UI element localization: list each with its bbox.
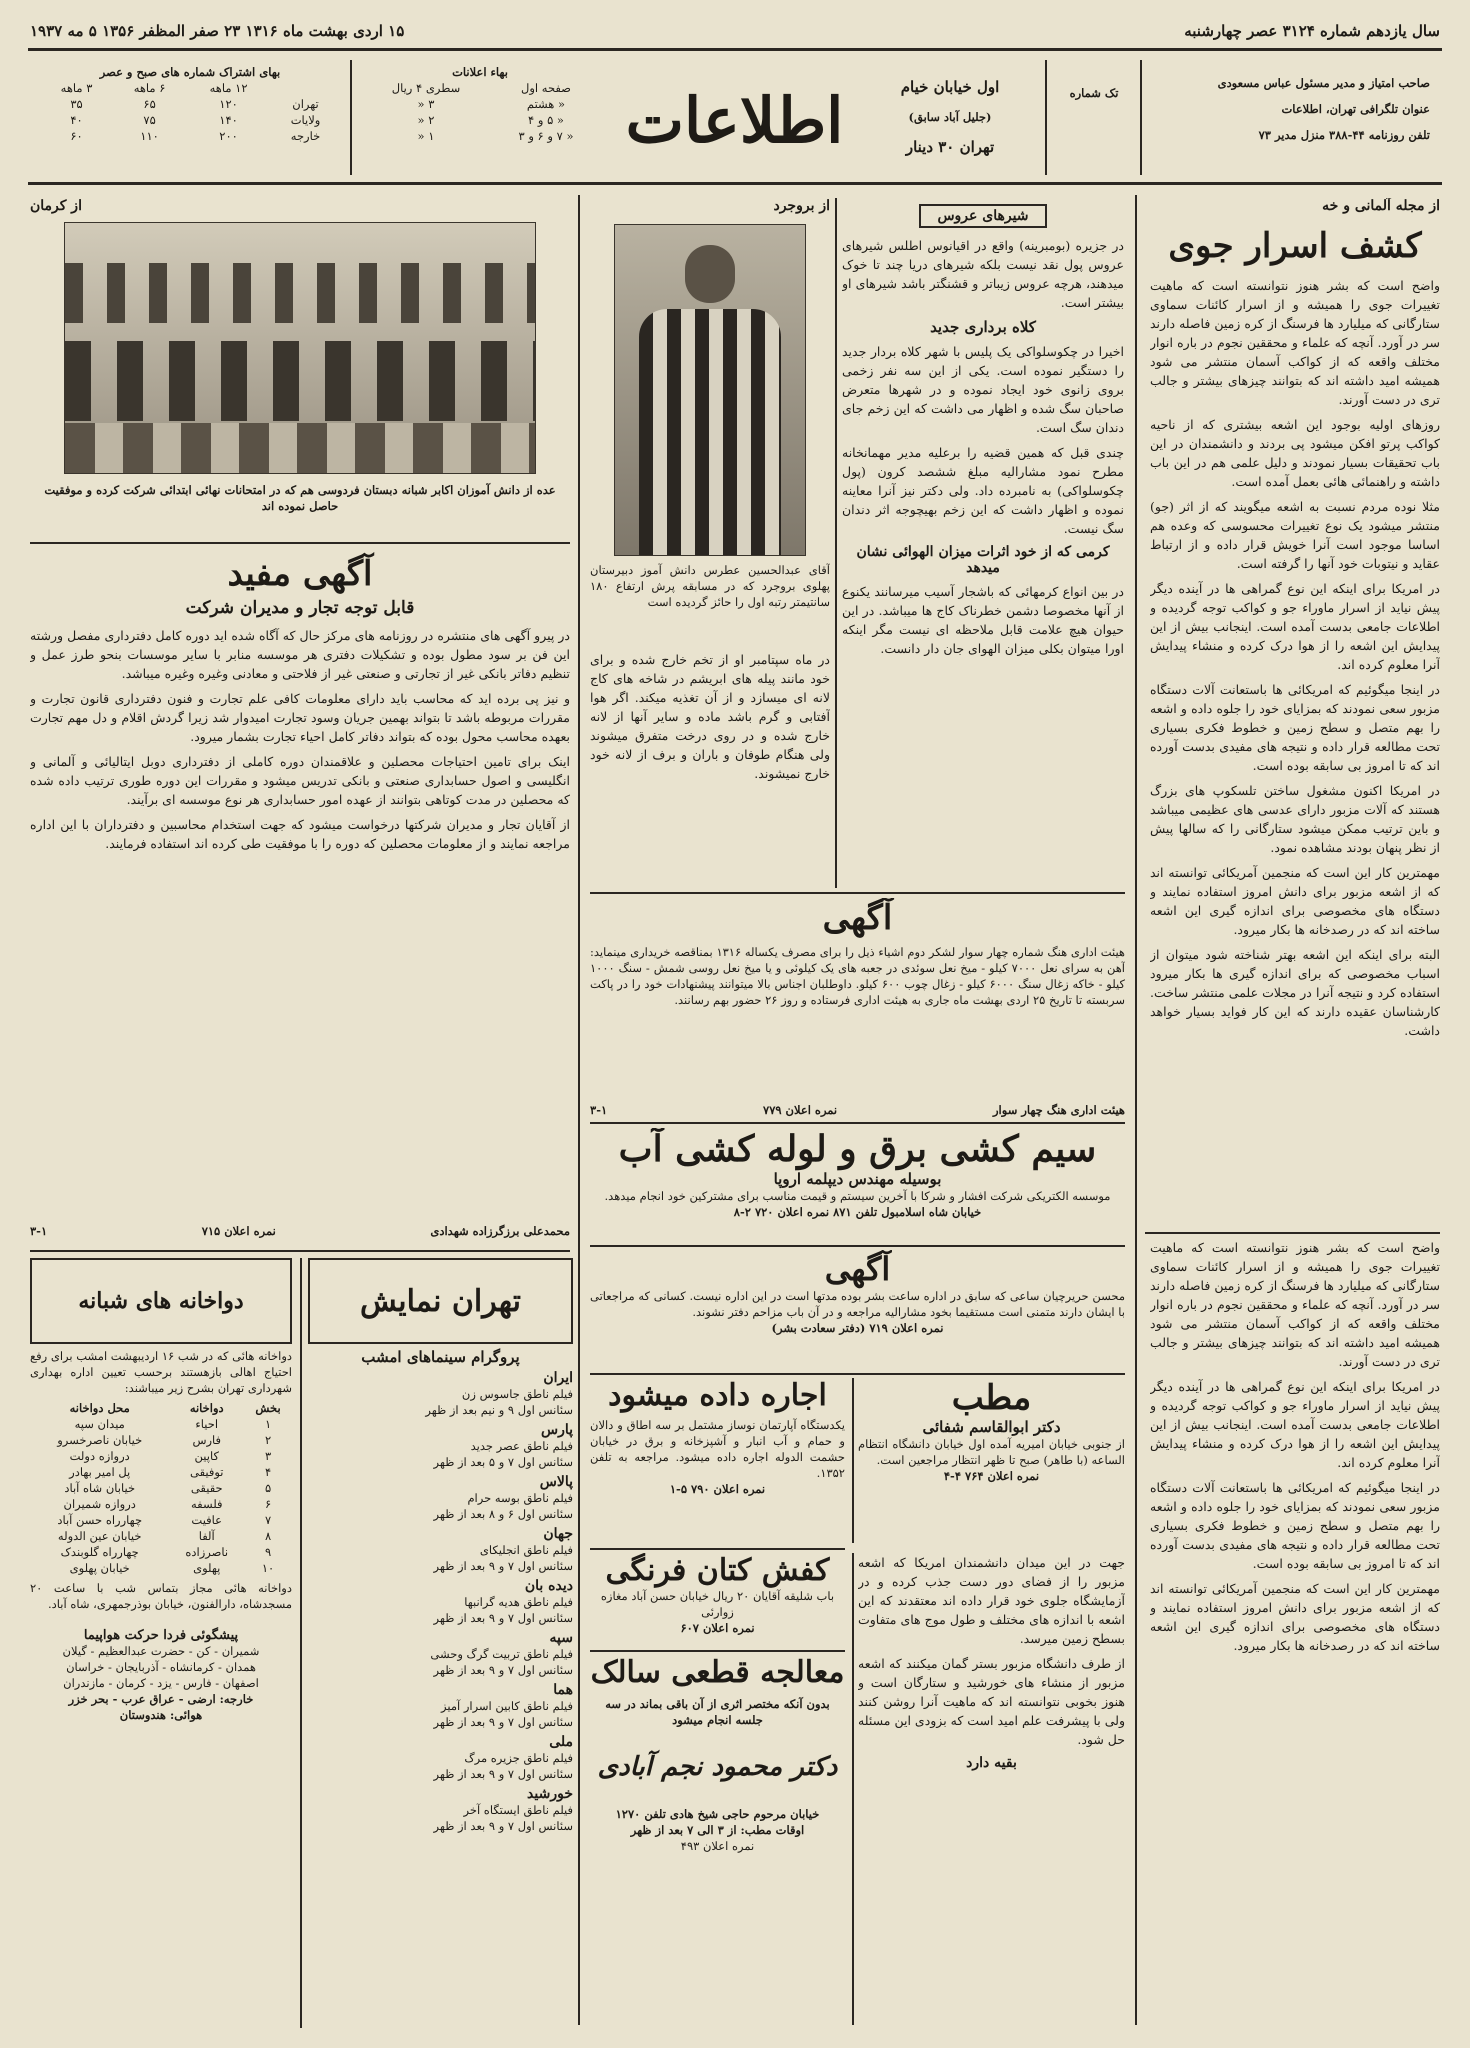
ad-number: نمره اعلان ۷۱۵ <box>201 1224 276 1238</box>
rule <box>350 60 352 175</box>
cinema-name: جهان <box>543 1526 573 1542</box>
cinema-times: سئانس اول ۷ و ۹ بعد از ظهر <box>433 1611 573 1625</box>
ad-hanak-title: آگهی <box>822 898 893 938</box>
ad-para: و نیز پی برده اید که محاسب باید دارای معلومات کافی علم تجارت و فنون دفترداری قانون تجارت و مقررات مربوطه باشد تا بتواند بهمین جریان وسود تجارت امیدوار شد زیرا گردش اقلام و دل مهم تجارت بعهده محاسب محول بوده که بتواند دفاتر کامل احیاء تجارت بشمار میرود. <box>30 691 570 744</box>
article-para: در ماه سپتامبر او از تخم خارج شده و برای خود مانند پیله های ابریشم در شاخه های کاج لانه ای میسازد و از آن تغذیه میکند. اگر هوا آفتابی و گرم باشد ماده و سایر آنها از لانه خارج شده و در روی درخت متفرق میشوند ولی هنگام طوفان و باران و برف از لانه خود خارج نمیشوند. <box>590 652 830 781</box>
table-cell: احیاء <box>195 1417 219 1431</box>
ad-rates <box>360 64 600 144</box>
cinema-program <box>308 1258 573 2028</box>
cinema-times: سئانس اول ۷ و ۹ بعد از ظهر <box>433 1715 573 1729</box>
date-line: ۱۵ اردی بهشت ماه ۱۳۱۶ ۲۳ صفر المظفر ۱۳۵۶ ۵ مه ۱۹۳۷ <box>30 22 405 40</box>
ad-matab-footer: نمره اعلان ۷۶۴ ۴-۴ <box>943 1469 1040 1483</box>
pharmacy-intro: دواخانه هائی که در شب ۱۶ اردیبهشت امشب برای رفع احتیاج اهالی بازهستند برحسب تعیین اداره بهداری شهرداری تهران بشرح زیر میباشند: <box>30 1349 292 1395</box>
table-cell: چهارراه حسن آباد <box>57 1513 143 1527</box>
rule <box>590 1650 845 1652</box>
cinema-name: خورشید <box>527 1786 573 1802</box>
weather-external: خارجه: ارضی - عراق عرب - بحر خزر <box>68 1692 254 1706</box>
title-text: اطلاعات <box>625 83 844 157</box>
kerman-photo-block <box>30 198 570 538</box>
rule <box>590 892 1125 894</box>
box-headline: شیرهای عروس <box>919 204 1047 228</box>
issue-line: سال یازدهم شماره ۳۱۲۴ عصر چهارشنبه <box>1184 22 1440 40</box>
article-col2-cont <box>858 1553 1125 2025</box>
weather-air: هوائی: هندوستان <box>119 1708 203 1722</box>
cinema-entry <box>308 1370 573 1418</box>
table-row <box>30 1496 292 1512</box>
cinema-entry <box>308 1526 573 1574</box>
table-row <box>30 1528 292 1544</box>
table-row <box>30 1416 292 1432</box>
masthead-rule <box>28 48 1442 51</box>
students-photo <box>64 222 536 474</box>
table-cell: پهلوی <box>193 1561 221 1575</box>
article-kicker: از مجله آلمانی و خه <box>1322 198 1440 214</box>
column-rule <box>1135 195 1137 2025</box>
subhead: کلاه برداری جدید <box>930 318 1036 336</box>
ad-notice2 <box>590 1250 1125 1370</box>
ad-matab-title: مطب <box>951 1378 1032 1418</box>
cinema-entry <box>308 1422 573 1470</box>
ad-salak-doctor: دکتر محمود نجم آبادی <box>597 1752 838 1782</box>
ad-shoes-footer: نمره اعلان ۶۰۷ <box>680 1621 755 1635</box>
table-cell: ۳ <box>264 1449 272 1463</box>
table-cell: ۱ <box>264 1417 272 1431</box>
article-para: در بین انواع کرمهائی که باشجار آسیب میرسانند یکنوع از آنها مخصوصا دشمن خطرناک کاج ها میباشد. در این حیوان هیچ علامت قابل ملاحظه ای نیست مگر اینکه اورا میتوان بکلی میزان الهوای جان دار دانست. <box>842 584 1124 656</box>
table-cell: ۹ <box>264 1545 272 1559</box>
table-cell: توفیقی <box>189 1465 224 1479</box>
cinema-program-title: پروگرام سینماهای امشب <box>361 1348 520 1366</box>
newspaper-title <box>612 70 857 170</box>
ad-salak-sub: بدون آنکه مختصر اثری از آن باقی بماند در سه جلسه انجام میشود <box>605 1697 830 1727</box>
ad-mofid-footer <box>30 1223 570 1239</box>
table-cell: خیابان پهلوی <box>69 1561 130 1575</box>
address-line: (جلیل آباد سابق) <box>908 110 992 124</box>
article-para: در امریکا برای اینکه این نوع گمراهی ها در آینده دیگر پیش نیاید از اسرار ماوراء جو و کواکب توجه گردیده و اطلاعات جامعی بدست آمده است. اینجانب بیش از این پیدایش این اشعه را از هوا درک کرده و منشاء پیدایش آنرا معلوم کرده اند. <box>1150 1379 1440 1470</box>
cinema-film: فیلم ناطق ایستگاه آخر <box>463 1803 573 1817</box>
ad-matab <box>858 1378 1125 1548</box>
table-row <box>30 1448 292 1464</box>
address-block <box>865 72 1035 162</box>
article-para: در جزیره (بومبرینه) واقع در اقیانوس اطلس شیرهای عروس پول نقد نیست بلکه شیرهای دریا چند تا خوک میدهند، هرچه عروس زیباتر و قشنگتر باشد شیرهای او بیشتر است. <box>842 238 1124 310</box>
table-cell: ناصرزاده <box>185 1545 229 1559</box>
ad-rates-table: صفحه اول سطری ۴ ریال « هشتم ۳ « « ۵ و ۴ ۲ « « ۷ و ۶ و ۳ ۱ « <box>391 81 574 143</box>
cinema-film: فیلم ناطق تربیت گرگ وحشی <box>430 1647 573 1661</box>
rule <box>30 1250 570 1252</box>
row-front <box>65 423 535 473</box>
rule <box>590 1245 1125 1247</box>
address-line: اول خیابان خیام <box>900 78 1000 96</box>
pharmacy-table <box>30 1400 292 1576</box>
ad-rent-footer: نمره اعلان ۷۹۰ ۵-۱ <box>669 1482 766 1496</box>
cinema-list <box>308 1370 573 1834</box>
subs-title: بهای اشتراک شماره های صبح و عصر <box>99 65 281 79</box>
table-cell: ۴ <box>264 1465 272 1479</box>
kerman-head: از کرمان <box>30 198 82 214</box>
table-cell: میدان سپه <box>74 1417 125 1431</box>
table-cell: دروازه شمیران <box>63 1497 136 1511</box>
cinema-logo-text: تهران نمایش <box>360 1283 521 1319</box>
table-header: محل دواخانه <box>69 1401 130 1415</box>
cinema-times: سئانس اول ۷ و ۵ بعد از ظهر <box>433 1455 573 1469</box>
ad-salak-hours: اوقات مطب: از ۳ الی ۷ بعد از ظهر <box>630 1823 805 1837</box>
masthead-bottom-rule <box>28 182 1442 185</box>
ad-salak-title: معالجه قطعی سالک <box>590 1655 845 1690</box>
rule <box>1145 1232 1440 1234</box>
publisher-line: عنوان تلگرافی تهران، اطلاعات <box>1281 102 1430 116</box>
table-cell: کاپین <box>194 1449 219 1463</box>
table-cell: ۲ <box>264 1433 272 1447</box>
cinema-times: سئانس اول ۷ و ۹ بعد از ظهر <box>433 1559 573 1573</box>
rule <box>590 1373 1125 1375</box>
athlete-photo <box>614 224 806 556</box>
ad-rates-title: بهاء اعلانات <box>452 65 508 79</box>
article-col1-cont <box>1150 1238 1440 2028</box>
ad-wire-footer: خیابان شاه اسلامبول تلفن ۸۷۱ نمره اعلان ۷۲۰ ۲-۸ <box>733 1205 982 1219</box>
table-row <box>30 1512 292 1528</box>
cinema-film: فیلم ناطق بوسه حرام <box>467 1491 573 1505</box>
rule <box>590 1122 1125 1124</box>
ad-number: نمره اعلان ۷۷۹ <box>763 1103 838 1117</box>
table-cell: ۷ <box>264 1513 272 1527</box>
table-cell: ۸ <box>264 1529 272 1543</box>
table-row <box>30 1544 292 1560</box>
cinema-name: پارس <box>540 1422 573 1438</box>
cinema-name: دیده بان <box>524 1578 573 1594</box>
row-back <box>65 263 535 323</box>
ad-mofid-subtitle: قابل توجه تجار و مدیران شرکت <box>185 598 415 618</box>
ad-signature: هیئت اداری هنگ چهار سوار <box>993 1103 1125 1117</box>
table-cell: فارس <box>192 1433 222 1447</box>
table-cell: دروازه دولت <box>69 1449 130 1463</box>
article-para: واضح است که بشر هنوز نتوانسته است که ماهیت تغییرات جوی را همیشه و از اسرار کائنات سماوی ستارگانی که میلیارد ها فرسنگ از کره زمین فاصله دارند سر در آورد. آنچه که علماء و محققین نجوم در باره انوار مختلف واقعه که از کواکب آسمان منتشر می شود همیشه امید داشته اند که بتوانند چیزهای بیشتر و جالب تری در دست آورند. <box>1150 1240 1440 1369</box>
pharmacy-note: دواخانه هائی مجاز بتماس شب با ساعت ۲۰ مسجدشاه، دارالفنون، خیابان بوذرجمهری، شاه آباد. <box>30 1581 292 1611</box>
article-para: از طرف دانشگاه مزبور بستر گمان میکنند که اشعه مزبور از منشاء های خورشید و ستارگان است و هنوز بخوبی نتوانسته اند که ماهیت آنرا روشن کنند ولی با پیشرفت علم امید است که بزودی این مسئله حل شود. <box>858 1656 1125 1747</box>
subhead: کرمی که از خود اثرات میزان الهوائی نشان میدهد <box>856 544 1110 576</box>
ad-shoes <box>590 1553 845 1648</box>
article-para: جهت در این میدان دانشمندان امریکا که اشعه مزبور را از فضای دور دست جذب کرده و در آزمایشگاه جلوی خود قرار داده اند معتقدند که این اشعه با اندازه های مختلف و طول موج های متفاوت بسطح زمین میرسد. <box>858 1555 1125 1646</box>
article-para: در امریکا برای اینکه این نوع گمراهی ها در آینده دیگر پیش نیاید از اسرار ماوراء جو و کواکب توجه گردیده و اطلاعات جامعی بدست آمده است. اینجانب بیش از این پیدایش این اشعه را از هوا درک کرده و منشاء پیدایش آنرا معلوم کرده اند. <box>1150 581 1440 672</box>
subs-table: ۱۲ ماهه ۶ ماهه ۳ ماهه تهران ۱۲۰ ۶۵ ۳۵ ولایات ۱۴۰ ۷۵ ۴۰ خارجه ۲۰۰ ۱۱۰ ۶۰ <box>60 81 321 143</box>
ad-shoes-title: کفش کتان فرنگی <box>605 1553 830 1588</box>
article-para: روزهای اولیه بوجود این اشعه بیشتری که از ناحیه کواکب پرتو افکن میشود پی بردند و دانشمندان در این باب تحقیقات بسیار نمودند و دلیل علمی هم در این باب داشته و راهنمائی هائی بعمل آمده است. <box>1150 417 1440 489</box>
table-row <box>30 1560 292 1576</box>
publisher-block <box>1195 70 1430 148</box>
striped-shirt <box>639 309 781 555</box>
pharmacy-logo <box>30 1258 292 1344</box>
ad-hanak-footer <box>590 1102 1125 1118</box>
weather-line: همدان - کرمانشاه - آذربایجان - خراسان <box>66 1660 256 1674</box>
article-col2 <box>842 198 1124 888</box>
ad-matab-doctor: دکتر ابوالقاسم شفائی <box>922 1418 1061 1436</box>
single-issue-label: تک شماره <box>1069 86 1119 100</box>
ad-matab-body: از جنوبی خیابان امیریه آمده اول خیابان دانشگاه انتظام الساعه (با طاهر) صبح تا ظهر انتظار مراجعین است. <box>858 1437 1125 1467</box>
ad-mofid <box>30 548 570 1243</box>
table-cell: پل امیر بهادر <box>69 1465 131 1479</box>
table-cell: خیابان عین الدوله <box>57 1529 142 1543</box>
cinema-entry <box>308 1474 573 1522</box>
ad-wire <box>590 1128 1125 1243</box>
article-para: در اینجا میگوئیم که امریکائی ها باستعانت آلات دستگاه مزبور سعی نمودند که بمزایای خود را جلوه داده و اشعه را بهم متصل و سطح زمین و خطوط فکری بسیاری تحت مطالعه قرار داده و نتیجه های مفیدی بدست آورده اند که تا امروز بی سابقه بوده است. <box>1150 682 1440 773</box>
ad-hanak <box>590 898 1125 1120</box>
ad-salak <box>590 1655 845 2025</box>
article-para: مهمترین کار این است که منجمین آمریکائی توانسته اند که از اشعه مزبور برای دانش امروز استفاده نمایند و دستگاه های مخصوصی برای اندازه گیری این اشعه ساخته اند که در رصدخانه ها بکار میرود. <box>1150 865 1440 937</box>
rule <box>852 1553 854 2025</box>
cinema-times: سئانس اول ۷ و ۹ بعد از ظهر <box>433 1663 573 1677</box>
table-cell: ۶ <box>264 1497 272 1511</box>
single-issue <box>1055 78 1133 108</box>
article-col2b <box>590 650 830 888</box>
table-row <box>30 1480 292 1496</box>
table-cell: حقیقی <box>190 1481 223 1495</box>
cinema-name: ملی <box>549 1734 573 1750</box>
cinema-film: فیلم ناطق کابین اسرار آمیز <box>441 1699 573 1713</box>
weather-block <box>30 1628 292 1723</box>
table-cell: آلفا <box>198 1529 215 1543</box>
cinema-name: هما <box>553 1682 573 1698</box>
publisher-line: تلفن روزنامه ۴۴-۳۸۸ منزل مدیر ۷۳ <box>1258 128 1430 142</box>
ad-notice2-footer: نمره اعلان ۷۱۹ (دفتر سعادت بشر) <box>771 1321 944 1335</box>
ad-wire-body: موسسه الکتریکی شرکت افشار و شرکا با آخرین سیستم و قیمت مناسب برای مشترکین خود انجام میدهد. <box>604 1189 1111 1203</box>
rule <box>590 1548 845 1550</box>
ad-rent-body: یکدستگاه آپارتمان نوساز مشتمل بر سه اطاق و دالان و حمام و آب انبار و آشپزخانه و برق در خیابان حشمت الدوله اجاره داده میشود. مراجعه به تلفن ۱۳۵۲. <box>590 1418 845 1480</box>
cinema-times: سئانس اول ۷ و ۹ بعد از ظهر <box>433 1767 573 1781</box>
article-para: البته برای اینکه این اشعه بهتر شناخته شود میتوان از اسباب مخصوصی که برای اندازه گیری ها بکار میرود استفاده کرد و نتیجه آنرا در مجلات علمی منتشر ساخت. کارشناسان عقیده دارند که این کار فواید بسیار خواهد داشت. <box>1150 947 1440 1038</box>
publisher-line: صاحب امتیاز و مدیر مسئول عباس مسعودی <box>1217 76 1430 90</box>
article-headline: کشف اسرار جوی <box>1168 226 1422 266</box>
table-cell: فلسفه <box>190 1497 223 1511</box>
table-header: دواخانه <box>189 1401 224 1415</box>
cinema-entry <box>308 1734 573 1782</box>
row-middle <box>65 341 535 421</box>
article-para: مهمترین کار این است که منجمین آمریکائی توانسته اند که از اشعه مزبور برای دانش امروز استفاده نمایند و دستگاه های مخصوصی برای اندازه گیری این اشعه ساخته اند که در رصدخانه ها بکار میرود. <box>1150 1581 1440 1653</box>
table-cell: چهارراه گلوبندک <box>60 1545 139 1559</box>
cinema-name: ایران <box>543 1370 573 1386</box>
cinema-entry <box>308 1786 573 1834</box>
cinema-entry <box>308 1682 573 1730</box>
cinema-entry <box>308 1578 573 1626</box>
night-pharmacy <box>30 1258 292 2028</box>
weather-line: شمیران - کن - حضرت عبدالعظیم - گیلان <box>62 1644 260 1658</box>
cinema-entry <box>308 1630 573 1678</box>
article-para: واضح است که بشر هنوز نتوانسته است که ماهیت تغییرات جوی را همیشه و از اسرار کائنات سماوی ستارگانی که میلیارد ها فرسنگ از کره زمین فاصله دارند سر در آورد. آنچه که علماء و محققین نجوم در باره انوار مختلف واقعه که از کواکب آسمان منتشر می شود همیشه امید داشته اند که بتوانند چیزهای بیشتر و جالب تری در دست آورند. <box>1150 278 1440 407</box>
article-para: در اینجا میگوئیم که امریکائی ها باستعانت آلات دستگاه مزبور سعی نمودند که بمزایای خود را جلوه داده و اشعه را بهم متصل و سطح زمین و خطوط فکری بسیاری تحت مطالعه قرار داده و نتیجه های مفیدی بدست آورده اند که تا امروز بی سابقه بوده است. <box>1150 1480 1440 1571</box>
rule <box>835 198 837 888</box>
article-para: اخیرا در چکوسلواکی یک پلیس با شهر کلاه بردار جدید را دستگیر نموده است. یکی از این سه نفر زخمی بروی زانوی خود ایجاد نموده و در شهرها متعرض صاحبان سگ شده و اظهار می داشت که این زخم جای دندان سگ است. <box>842 344 1124 435</box>
ad-wire-title: سیم کشی برق و لوله کشی آب <box>618 1128 1097 1170</box>
article-col1 <box>1150 198 1440 1228</box>
head-shape <box>685 245 735 303</box>
cinema-times: سئانس اول ۶ و ۸ بعد از ظهر <box>433 1507 573 1521</box>
photo-block <box>590 198 830 638</box>
rule <box>30 542 570 544</box>
cinema-film: فیلم ناطق هدیه گرانبها <box>464 1595 573 1609</box>
table-row <box>30 1432 292 1448</box>
ad-hanak-body: هیئت اداری هنگ شماره چهار سوار لشکر دوم اشیاء ذیل را برای مصرف یکساله ۱۳۱۶ بمناقصه خریداری مینماید: آهن به سرای نعل ۷۰۰۰ کیلو - میخ نعل سوئدی در جعبه های یک کیلوئی و یا میخ نعل روسی شمش - سنگ ۱۰۰۰ کیلو - خاکه زغال سنگ ۶۰۰۰ کیلو - زغال چوب ۶۰۰ کیلو. داوطلبان اجناس بالا میتوانند پیشنهادات خود را در پاکت سربسته تا تاریخ ۲۵ اردی بهشت ماه جاری به هیئت اداری فرستاده و روز ۲۶ حضور بهم رسانند. <box>590 945 1125 1007</box>
photo-head: از بروجرد <box>773 198 830 214</box>
cinema-film: فیلم ناطق جزیره مرگ <box>464 1751 573 1765</box>
cinema-times: سئانس اول ۷ و ۹ بعد از ظهر <box>433 1819 573 1833</box>
article-para: چندی قبل که همین قضیه را برعلیه مدیر مهمانخانه مطرح نمود مشارالیه مبلغ ششصد کرون (پول چکوسلواکی) به نامبرده داد. ولی دکتر نیز آنرا معاینه نموده و اظهار داشت که این زخم بهیچوجه اثر دندان سگ نیست. <box>842 445 1124 536</box>
ad-wire-sub: بوسیله مهندس دیپلمه اروپا <box>773 1170 942 1188</box>
ad-salak-address: خیابان مرحوم حاجی شیخ هادی تلفن ۱۲۷۰ <box>615 1807 820 1821</box>
kerman-caption: عده از دانش آموزان اکابر شبانه دبستان فردوسی هم که در امتحانات نهائی ابتدائی شرکت کرده و موفقیت حاصل نموده اند <box>44 483 556 513</box>
address-line: تهران ۳۰ دینار <box>905 138 995 156</box>
rule <box>852 1378 854 1543</box>
ad-rent-title: اجاره داده میشود <box>608 1378 827 1413</box>
weather-line: اصفهان - فارس - یزد - کرمان - مازندران <box>63 1676 259 1690</box>
ad-rent <box>590 1378 845 1548</box>
ad-salak-footer: نمره اعلان ۴۹۳ <box>680 1839 755 1853</box>
table-cell: ۵ <box>264 1481 272 1495</box>
table-cell: عافیت <box>191 1513 223 1527</box>
article-para: در امریکا اکنون مشغول ساختن تلسکوپ های بزرگ هستند که آلات مزبور دارای عدسی های عظیمی میباشد و باین ترتیب ممکن میشود ستارگانی را که سالها پیش از نظر پنهان بودند مشاهده نمود. <box>1150 783 1440 855</box>
table-header: بخش <box>255 1401 281 1415</box>
ad-code: ۳-۱ <box>30 1224 48 1238</box>
cinema-name: سپه <box>549 1630 573 1646</box>
table-cell: خیابان شاه آباد <box>64 1481 136 1495</box>
ad-notice2-title: آگهی <box>824 1250 891 1288</box>
cinema-film: فیلم ناطق انجلیکای <box>479 1543 573 1557</box>
weather-title: پیشگوئی فردا حرکت هواپیما <box>83 1628 239 1643</box>
signature: محمدعلی برزگرزاده شهدادی <box>430 1224 570 1238</box>
cinema-times: سئانس اول ۹ و نیم بعد از ظهر <box>425 1403 573 1417</box>
ad-notice2-body: محسن حریرچیان ساعی که سابق در اداره ساعت بشر بوده مدتها است در این اداره نیست. کسانی که مراجعاتی با ایشان دارند متمنی است مستقیما بخود مشارالیه مراجعه و در آن باب مزاحم دفتر نشوند. <box>590 1289 1125 1319</box>
article-para: مثلا نوده مردم نسبت به اشعه میگویند که از اثر (جو) منتشر میشود یک نوع تغییرات محسوسی که وعده هم اساسا موجود است آنرا خویش قرار داده و از ارتباط عقاید و نیتوبات خود آنها را گرفته است. <box>1150 499 1440 571</box>
cinema-film: فیلم ناطق جاسوس زن <box>461 1387 573 1401</box>
cinema-film: فیلم ناطق عصر جدید <box>470 1439 573 1453</box>
subscription-rates <box>40 64 340 144</box>
cinema-logo <box>308 1258 573 1344</box>
rule <box>1140 60 1142 175</box>
cinema-name: پالاس <box>539 1474 573 1490</box>
table-cell: خیابان ناصرخسرو <box>57 1433 143 1447</box>
table-cell: ۱۰ <box>261 1561 275 1575</box>
rule <box>300 1258 302 2028</box>
ad-para: در پیرو آگهی های منتشره در روزنامه های مرکز حال که آگاه شده اید دوره کامل دفترداری مفصل ورشته این فن بر سود مطول بوده و تشکیلات دفتری هر موسسه منابر با سایر موسسات بنحو طرز عمل و تنظیم دفاتر بانکی غیر از تجارتی و صنعتی غیر از فلاحتی و معادنی وغیره وغیره میباشد. <box>30 628 570 681</box>
pharmacy-logo-text: دواخانه های شبانه <box>78 1288 244 1314</box>
ad-code: ۳-۱ <box>590 1103 608 1117</box>
ad-para: از آقایان تجار و مدیران شرکتها درخواست میشود که جهت استخدام محاسبین و دفترداران با این اداره مراجعه نمایند و از معلومات محصلین که دوره را با موفقیت طی کرده اند استفاده فرمایند. <box>30 817 570 851</box>
ad-shoes-body: باب شلیقه آقایان ۲۰ ریال خیابان حسن آباد مغازه زوارئی <box>600 1589 835 1619</box>
ad-mofid-title: آگهی مفید <box>227 554 373 594</box>
column-rule <box>578 195 580 2025</box>
table-row <box>30 1464 292 1480</box>
photo-caption: آقای عبدالحسین عطرس دانش آموز دبیرستان پهلوی بروجرد که در مسابقه پرش ارتفاع ۱۸۰ سانتیمتر رتبه اول را حائز گردیده است <box>590 563 830 609</box>
ad-para: اینک برای تامین احتیاجات محصلین و علاقمندان دوره کاملی از دفترداری دوبل ایتالیائی و آلمانی و انگلیسی و اصول حسابداری صنعتی و بانکی تدریس میشود و مقررات این دوره طوری ترتیب داده شده که محصلین در مدت کوتاهی بتوانند از عهده امور حسابداری هر نوع موسسه ای برآیند. <box>30 754 570 807</box>
continued-note: بقیه دارد <box>966 1755 1017 1771</box>
rule <box>1045 60 1047 175</box>
